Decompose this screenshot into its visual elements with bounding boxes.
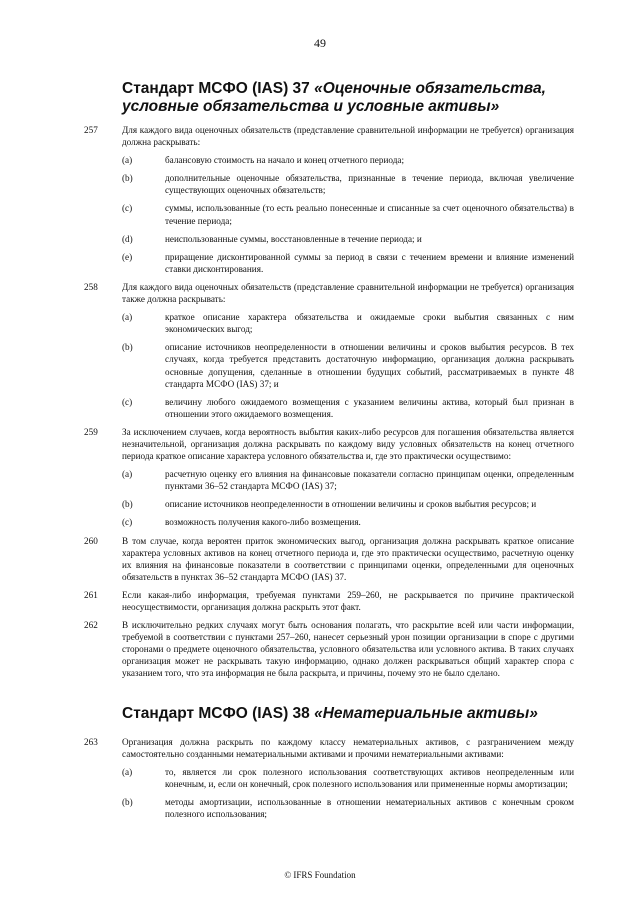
paragraph (84, 124, 574, 148)
list-item (122, 796, 574, 820)
paragraph (84, 736, 574, 760)
list-item (122, 202, 574, 226)
paragraph (84, 589, 574, 613)
list-item-text: неиспользованные суммы, восстановленные в течение периода; и (165, 233, 422, 244)
paragraph (84, 535, 574, 583)
list-item-label: (d) (122, 233, 133, 244)
paragraph-text: Для каждого вида оценочных обязательств (представление сравнительной информации не требуется) организация также должна раскрывать: (122, 281, 574, 305)
list-item-label: (b) (122, 797, 133, 808)
list-item-label: (b) (122, 173, 133, 184)
list-item-label: (a) (122, 469, 133, 480)
list-item-label: (b) (122, 499, 133, 510)
paragraph-text: В том случае, когда вероятен приток экономических выгод, организация должна раскрывать краткое описание характера условных активов на конец отчетного периода и, где это практически осуществимо, расчетную оценку их влияния на финансовые показатели в соответствии с принципами оценки, определенными для оценочных обязательств в пунктах 36–52 стандарта МСФО (IAS) 37. (122, 535, 574, 582)
list-item (122, 766, 574, 790)
paragraph-text: Для каждого вида оценочных обязательств (представление сравнительной информации не требуется) организация должна раскрывать: (122, 125, 574, 148)
section-body-ias37 (84, 124, 574, 686)
list-item-text: описание источников неопределенности в отношении величины и сроков выбытия ресурсов. В тех случаях, когда требуется представить достаточную информацию, организация должна раскрывать основные допущения, сделанные в отношении будущих событий, рассматриваемых в пункте 48 стандарта МСФО (IAS) 37; и (165, 342, 574, 389)
copyright-footer: © IFRS Foundation (284, 870, 356, 880)
list-item (122, 468, 574, 492)
paragraph-number: 263 (84, 737, 98, 747)
section-heading-ias37 (122, 80, 592, 116)
paragraph-text: Организация должна раскрыть по каждому классу нематериальных активов, с разграничением между самостоятельно созданными нематериальными активами и прочими нематериальными активами: (122, 737, 574, 760)
list-item (122, 341, 574, 389)
heading-italic: «Оценочные обязательства, условные обязательства и условные активы» (122, 80, 546, 115)
list-item-text: то, является ли срок полезного использования соответствующих активов неопределенным или конечным, и, если он конечный, срок полезного использования или примененные нормы амортизации; (165, 767, 574, 790)
paragraph (84, 619, 574, 679)
list-item-label: (c) (122, 203, 133, 214)
paragraph-number: 257 (84, 125, 98, 135)
list-item-label: (c) (122, 517, 133, 528)
list-item-text: дополнительные оценочные обязательства, признанные в течение периода, включая увеличение существующих оценочных обязательств; (165, 173, 574, 196)
paragraph-number: 260 (84, 535, 98, 546)
paragraph-number: 258 (84, 281, 98, 292)
paragraph-text: В исключительно редких случаях могут быть основания полагать, что раскрытие всей или части информации, требуемой в соответствии с пунктами 257–260, нанесет серьезный урон позиции организации в споре с другими сторонами о предмете оценочного обязательства, условного обязательства или условного актива. В таких случаях организация может не раскрывать такую информацию, однако должен раскрываться общий характер спора с указанием того, что эта информация не была раскрыта, и причины, почему это не было сделано. (122, 620, 574, 679)
heading-plain: Стандарт МСФО (IAS) 37 (122, 80, 315, 97)
list-item-label: (e) (122, 251, 133, 262)
paragraph-text: За исключением случаев, когда вероятность выбытия каких-либо ресурсов для погашения обязательства является незначительной, организация должна раскрывать по каждому виду условных обязательств на конец отчетного периода краткое описание характера условного обязательства и, где это практически осуществимо: (122, 426, 574, 462)
list-item-text: расчетную оценку его влияния на финансовые показатели согласно принципам оценки, определенным пунктами 36–52 стандарта МСФО (IAS) 37; (165, 469, 574, 492)
list-item-label: (c) (122, 396, 133, 407)
heading-italic: «Нематериальные активы» (314, 705, 538, 722)
paragraph-number: 259 (84, 426, 98, 437)
list-item-text: балансовую стоимость на начало и конец отчетного периода; (165, 155, 405, 166)
list-item-text: возможность получения какого-либо возмещения. (165, 517, 361, 528)
list-item-text: суммы, использованные (то есть реально понесенные и списанные за счет оценочного обязательства) в течение периода; (165, 203, 574, 226)
page-number: 49 (314, 36, 326, 50)
list-item (122, 251, 574, 275)
list-item-label: (a) (122, 312, 133, 323)
section-heading-ias38 (122, 705, 592, 723)
list-item (122, 516, 574, 528)
list-item (122, 172, 574, 196)
list-item-text: краткое описание характера обязательства и ожидаемые сроки выбытия связанных с ним экономических выгод; (165, 312, 574, 335)
paragraph-number: 261 (84, 589, 98, 600)
list-item-text: описание источников неопределенности в отношении величины и сроков выбытия ресурсов; и (165, 499, 537, 510)
list-item (122, 233, 574, 245)
list-item (122, 396, 574, 420)
list-item-text: методы амортизации, использованные в отношении нематериальных активов с конечным сроком полезного использования; (165, 797, 574, 820)
paragraph (84, 426, 574, 462)
list-item (122, 498, 574, 510)
heading-plain: Стандарт МСФО (IAS) 38 (122, 705, 315, 722)
list-item-text: приращение дисконтированной суммы за период в связи с течением времени и влияние изменений ставки дисконтирования. (165, 251, 574, 274)
paragraph-text: Если какая-либо информация, требуемая пунктами 259–260, не раскрывается по причине практической неосуществимости, организация должна раскрыть этот факт. (122, 589, 574, 612)
list-item (122, 154, 574, 166)
paragraph-number: 262 (84, 620, 98, 631)
paragraph (84, 281, 574, 305)
list-item-label: (b) (122, 342, 133, 353)
section-body-ias38 (84, 736, 574, 827)
list-item (122, 311, 574, 335)
list-item-label: (a) (122, 767, 133, 778)
list-item-label: (a) (122, 155, 133, 166)
list-item-text: величину любого ожидаемого возмещения с указанием величины актива, который был признан в отношении этого ожидаемого возмещения. (165, 396, 574, 419)
